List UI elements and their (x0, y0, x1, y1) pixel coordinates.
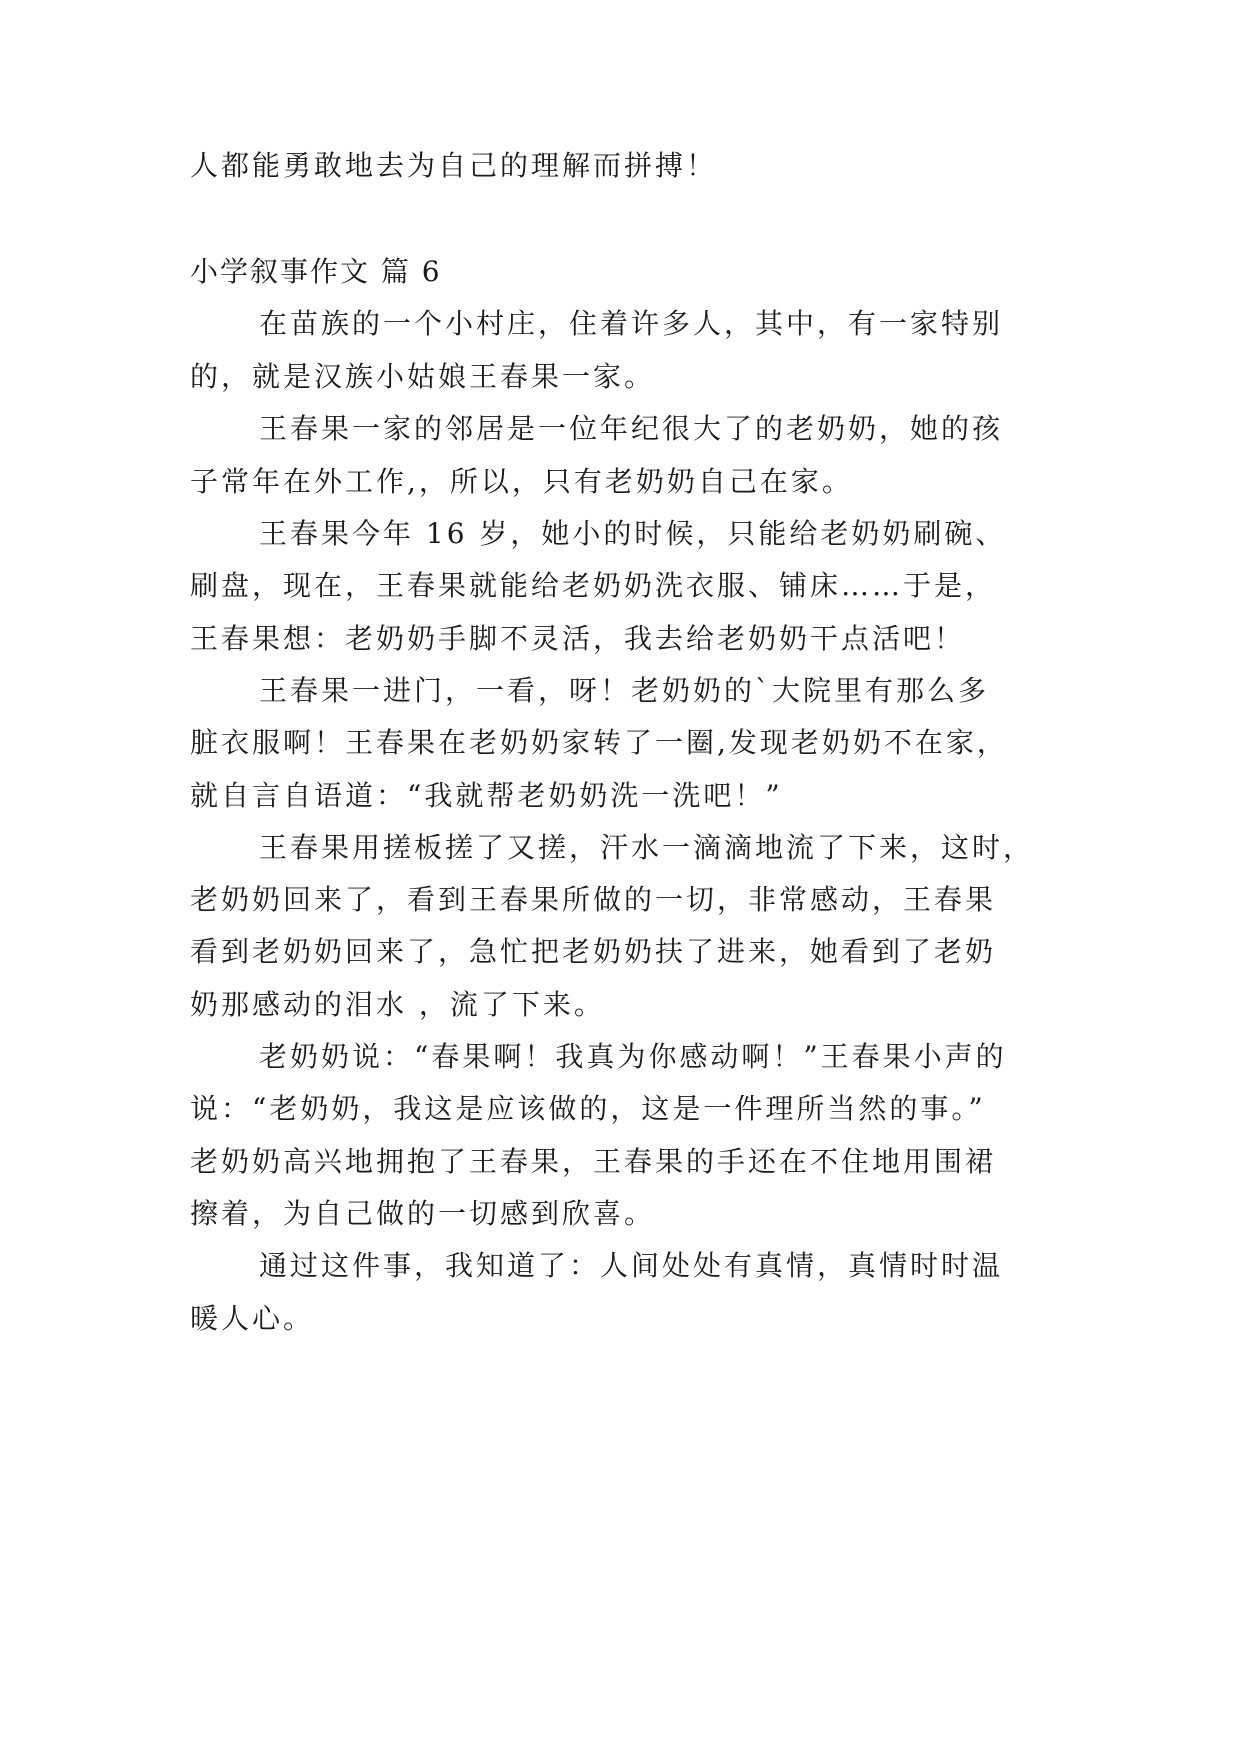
paragraph-7-line-1: 通过这件事，我知道了：人间处处有真情，真情时时温 (259, 1249, 1004, 1282)
paragraph-4-line-2: 脏衣服啊！王春果在老奶奶家转了一圈,发现老奶奶不在家， (190, 726, 1008, 759)
paragraph-3-line-2: 刷盘，现在，王春果就能给老奶奶洗衣服、铺床……于是， (190, 569, 997, 602)
paragraph-7-line-2: 暖人心。 (190, 1302, 315, 1335)
paragraph-5-line-3: 看到老奶奶回来了，急忙把老奶奶扶了进来，她看到了老奶 (190, 935, 997, 968)
paragraph-6-line-2: 说：“老奶奶，我这是应该做的，这是一件理所当然的事。” (190, 1092, 986, 1125)
intro-line: 人都能勇敢地去为自己的理解而拼搏！ (190, 149, 718, 182)
section-heading: 小学叙事作文 篇 6 (190, 255, 442, 288)
paragraph-6-line-1: 老奶奶说：“春果啊！我真为你感动啊！”王春果小声的 (259, 1040, 1007, 1073)
paragraph-3-line-1: 王春果今年 16 岁，她小的时候，只能给老奶奶刷碗、 (259, 517, 1007, 550)
paragraph-5-line-4: 奶那感动的泪水 ，流了下来。 (190, 988, 605, 1021)
paragraph-4-line-3: 就自言自语道：“我就帮老奶奶洗一洗吧！” (190, 779, 783, 812)
paragraph-5-line-2: 老奶奶回来了，看到王春果所做的一切，非常感动，王春果 (190, 883, 997, 916)
paragraph-6-line-3: 老奶奶高兴地拥抱了王春果，王春果的手还在不住地用围裙 (190, 1145, 997, 1178)
paragraph-2-line-2: 子常年在外工作,，所以，只有老奶奶自己在家。 (190, 465, 853, 498)
paragraph-6-line-4: 擦着，为自己做的一切感到欣喜。 (190, 1197, 656, 1230)
paragraph-5-line-1: 王春果用搓板搓了又搓，汗水一滴滴地流了下来，这时， (259, 831, 1035, 864)
paragraph-3-line-3: 王春果想：老奶奶手脚不灵活，我去给老奶奶干点活吧！ (190, 622, 966, 655)
paragraph-1-line-2: 的，就是汉族小姑娘王春果一家。 (190, 360, 656, 393)
paragraph-4-line-1: 王春果一进门，一看，呀！老奶奶的`大院里有那么多 (259, 674, 990, 707)
paragraph-2-line-1: 王春果一家的邻居是一位年纪很大了的老奶奶，她的孩 (259, 412, 1004, 445)
paragraph-1-line-1: 在苗族的一个小村庄，住着许多人，其中，有一家特别 (259, 307, 1004, 340)
